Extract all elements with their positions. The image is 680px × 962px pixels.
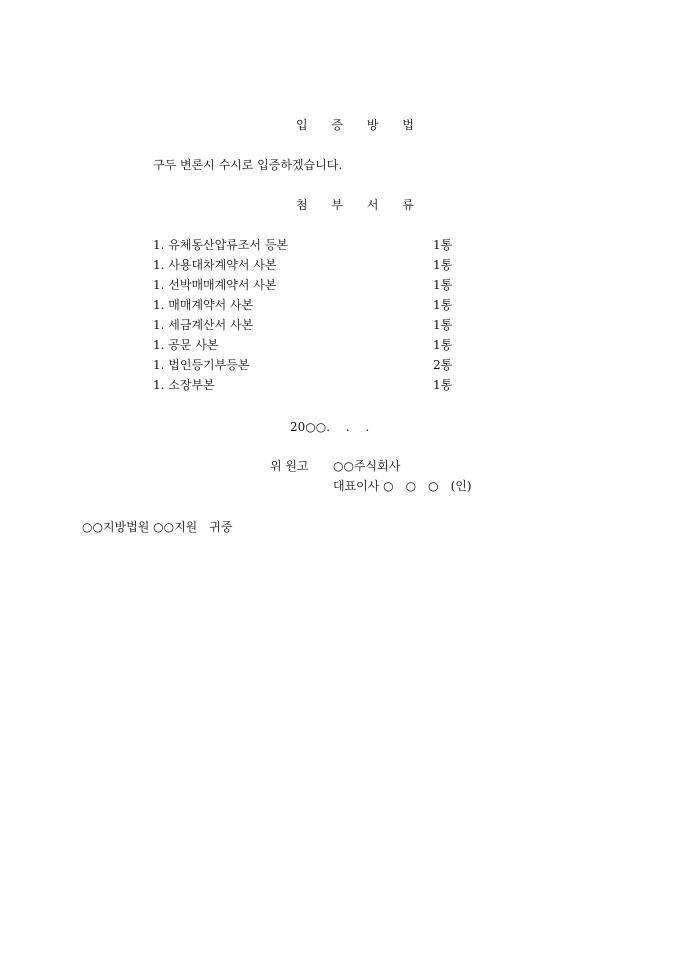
list-item [0,376,680,394]
attachment-label: 1. 세금계산서 사본 [153,318,254,332]
attachment-count: 1통 [433,378,453,392]
attachment-label: 1. 공문 사본 [153,338,219,352]
plaintiff-representative: 대표이사 ○ ○ ○ (인) [333,479,472,493]
list-item [0,336,680,354]
attachment-count: 1통 [433,298,453,312]
attachment-label: 1. 유체동산압류조서 등본 [153,238,288,252]
plaintiff-role: 위 원고 [270,459,309,473]
court-addressee: ○○지방법원 ○○지원 귀중 [82,520,233,534]
attachment-count: 1통 [433,258,453,272]
attachment-count: 1통 [433,338,453,352]
list-item [0,236,680,254]
list-item [0,296,680,314]
attachment-count: 1통 [433,238,453,252]
attachment-label: 1. 법인등기부등본 [153,358,250,372]
evidence-statement: 구두 변론시 수시로 입증하겠습니다. [153,158,343,172]
list-item [0,256,680,274]
attachment-count: 1통 [433,318,453,332]
attachment-label: 1. 선박매매계약서 사본 [153,278,277,292]
filing-date: 20○○. . . [290,420,370,434]
list-item [0,316,680,334]
attachment-count: 1통 [433,278,453,292]
list-item [0,276,680,294]
list-item [0,356,680,374]
evidence-method-title: 입 증 방 법 [296,118,424,132]
attachment-label: 1. 매매계약서 사본 [153,298,254,312]
plaintiff-company: ○○주식회사 [333,459,401,473]
attachment-label: 1. 소장부본 [153,378,215,392]
attachment-label: 1. 사용대차계약서 사본 [153,258,277,272]
attachments-title: 첨 부 서 류 [296,198,424,212]
attachment-count: 2통 [433,358,453,372]
